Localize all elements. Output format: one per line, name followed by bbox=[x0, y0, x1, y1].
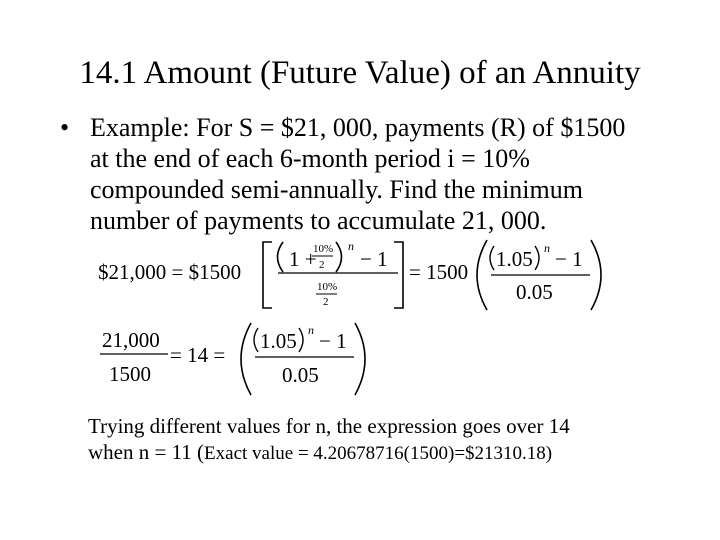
eq2-inner-close-paren bbox=[299, 328, 303, 352]
eq2-minus-one: − 1 bbox=[319, 329, 347, 353]
eq1-exp-n2: n bbox=[544, 241, 550, 255]
eq1-den-den: 2 bbox=[323, 296, 329, 308]
note-exact-value: Exact value = 4.20678716(1500)=$21310.18) bbox=[204, 443, 553, 464]
example-line-1: Example: For S = $21, 000, payments (R) of $1500 bbox=[90, 113, 626, 142]
eq2-equals-14: = 14 = bbox=[170, 343, 226, 367]
eq2-exp-n: n bbox=[308, 323, 314, 337]
eq1-minus-one: − 1 bbox=[360, 247, 388, 271]
result-note bbox=[88, 413, 570, 467]
note-line-1: Trying different values for n, the expression goes over 14 bbox=[88, 414, 570, 438]
eq1-equals-1500: = 1500 bbox=[409, 260, 469, 284]
eq2-frac-num: 21,000 bbox=[102, 328, 160, 352]
eq2-denominator: 0.05 bbox=[282, 363, 319, 387]
eq1-exp-n: n bbox=[348, 239, 354, 253]
eq1-small-num: 10% bbox=[313, 243, 334, 255]
eq1-den-num: 10% bbox=[317, 281, 338, 293]
eq2-frac-den: 1500 bbox=[109, 362, 151, 386]
example-line-4: number of payments to accumulate 21, 000. bbox=[90, 206, 547, 235]
eq1-minus-one2: − 1 bbox=[555, 247, 583, 271]
eq2-inner-open-paren bbox=[254, 328, 258, 352]
eq2-big-close-paren bbox=[355, 323, 365, 395]
eq2-big-open-paren bbox=[241, 323, 251, 395]
note-line-2 bbox=[88, 439, 570, 467]
eq1-lhs: $21,000 = $1500 bbox=[98, 260, 242, 284]
eq1-base: 1.05 bbox=[496, 247, 533, 271]
example-line-3: compounded semi-annually. Find the minimum bbox=[90, 175, 583, 204]
eq2-base: 1.05 bbox=[260, 329, 297, 353]
note-line-2-prefix: when n = 11 ( bbox=[88, 440, 205, 464]
eq1-small-den: 2 bbox=[319, 259, 325, 271]
slide-title: 14.1 Amount (Future Value) of an Annuity bbox=[79, 55, 641, 91]
eq1-one-plus: 1 + bbox=[289, 247, 317, 271]
bullet-point: • bbox=[60, 113, 70, 142]
eq1-denominator: 0.05 bbox=[516, 280, 553, 304]
example-line-2: at the end of each 6-month period i = 10% bbox=[90, 144, 530, 173]
